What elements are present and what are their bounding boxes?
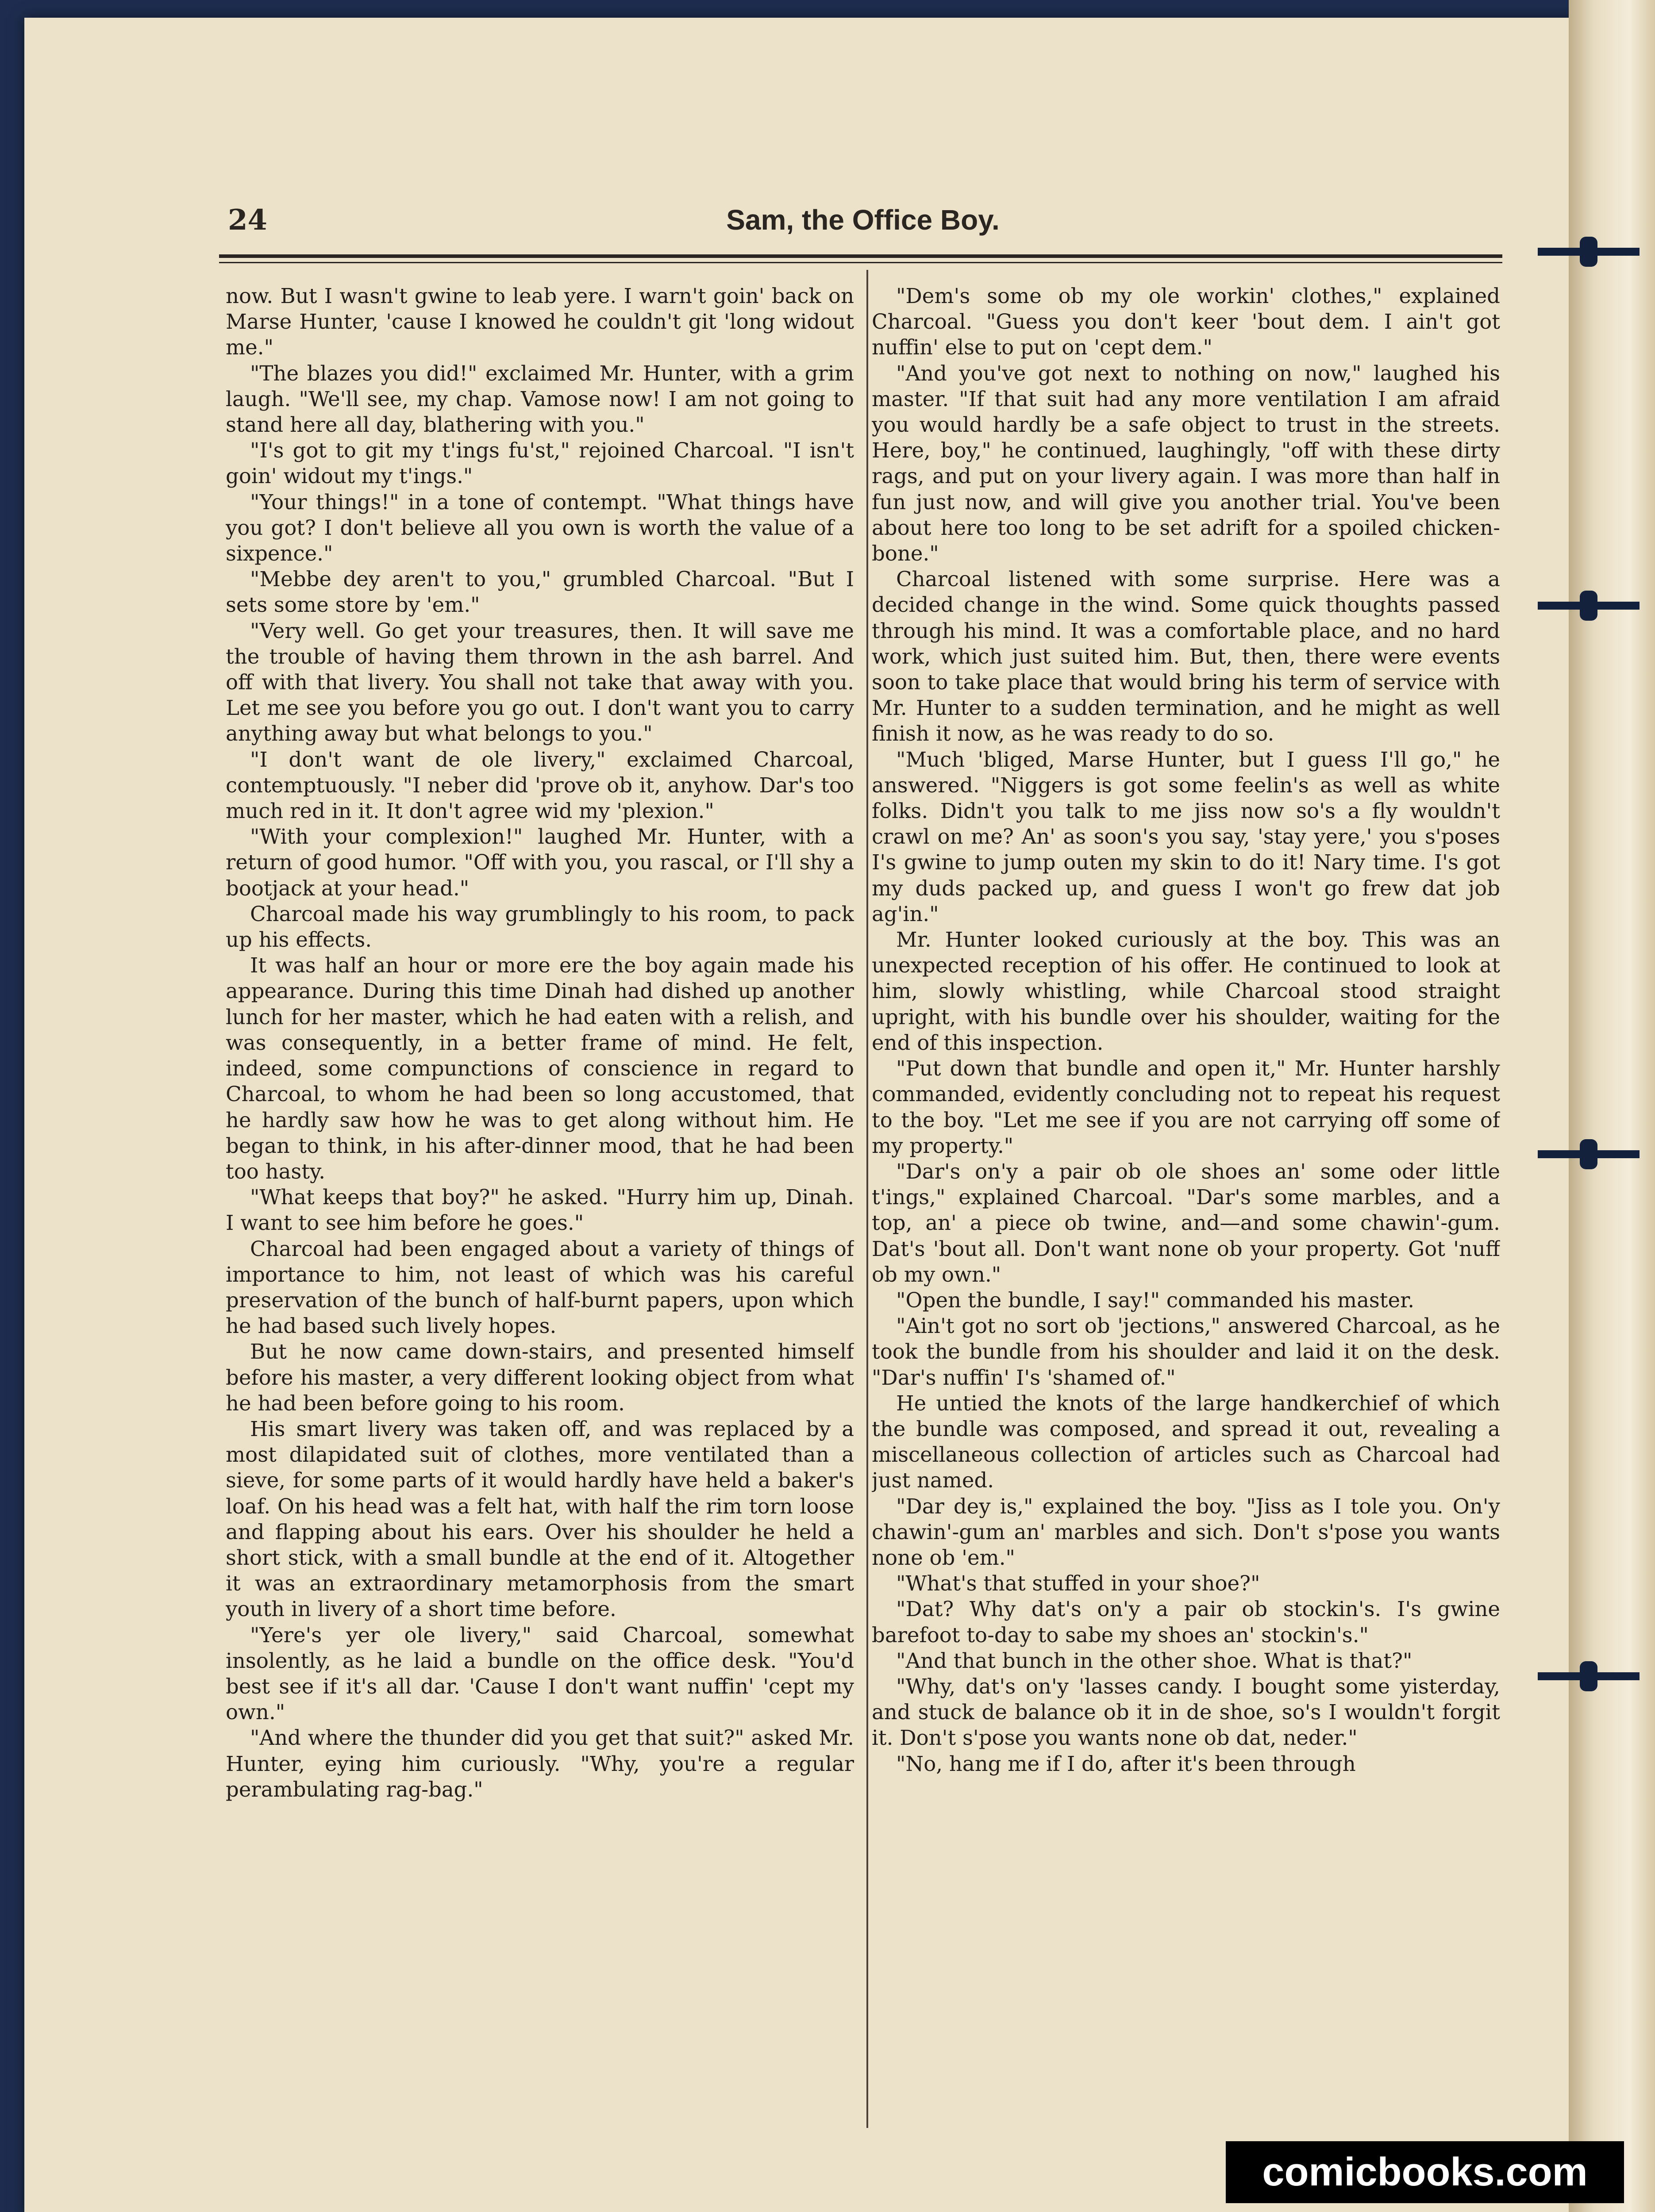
paragraph: "Your things!" in a tone of contempt. "What things have you got? I don't believe all you own is worth the value of a sixpence." xyxy=(226,490,854,566)
paragraph: "Much 'bliged, Marse Hunter, but I guess I'll go," he answered. "Niggers is got some feelin's as well as white folks. Didn't you talk to me jiss now so's a fly wouldn't crawl on me? An' as soon's you say, 'stay yere,' you s'poses I's gwine to jump outen my skin to do it! Nary time. I's got my duds packed up, and guess I won't go frew dat job ag'in." xyxy=(872,747,1500,926)
book-spine xyxy=(1569,0,1655,2212)
paragraph: "Dar's on'y a pair ob ole shoes an' some oder little t'ings," explained Charcoal. "Dar's some marbles, and a top, an' a piece ob twine, and—and some chawin'-gum. Dat's 'bout all. Don't want none ob your property. Got 'nuff ob my own." xyxy=(872,1159,1500,1286)
running-title: Sam, the Office Boy. xyxy=(726,204,1000,236)
left-column xyxy=(226,283,854,2137)
paragraph: But he now came down-stairs, and presented himself before his master, a very different looking object from what he had been before going to his room. xyxy=(226,1340,854,1415)
paragraph: It was half an hour or more ere the boy again made his appearance. During this time Dinah had dished up another lunch for her master, which he had eaten with a relish, and was consequently, in a better frame of mind. He felt, indeed, some compunctions of conscience in regard to Charcoal, to whom he had been so long accustomed, that he hardly saw how he was to get along without him. He began to think, in his after-dinner mood, that he had been too hasty. xyxy=(226,953,854,1183)
paragraph: He untied the knots of the large handkerchief of which the bundle was composed, and spread it out, revealing a miscellaneous collection of articles such as Charcoal had just named. xyxy=(872,1391,1500,1493)
paragraph: "Ain't got no sort ob 'jections," answered Charcoal, as he took the bundle from his shoulder and laid it on the desk. "Dar's nuffin' I's 'shamed of." xyxy=(872,1314,1500,1390)
header-rule-thin xyxy=(219,262,1502,263)
page-header xyxy=(228,195,1498,261)
paragraph: "Open the bundle, I say!" commanded his master. xyxy=(896,1288,1415,1312)
right-column xyxy=(872,283,1500,2137)
book-page xyxy=(24,18,1593,2212)
paragraph: "And that bunch in the other shoe. What is that?" xyxy=(896,1648,1413,1673)
paragraph: "Mebbe dey aren't to you," grumbled Charcoal. "But I sets some store by 'em." xyxy=(226,567,854,617)
paragraph: "What keeps that boy?" he asked. "Hurry him up, Dinah. I want to see him before he goes." xyxy=(226,1185,854,1235)
binding-stitch xyxy=(1538,248,1640,256)
paragraph: now. But I wasn't gwine to leab yere. I warn't goin' back on Marse Hunter, 'cause I knowed he couldn't git 'long widout me." xyxy=(226,284,854,360)
paragraph: "And where the thunder did you get that suit?" asked Mr. Hunter, eying him curiously. "Why, you're a regular perambulating rag-bag." xyxy=(226,1726,854,1801)
paragraph: Charcoal listened with some surprise. Here was a decided change in the wind. Some quick thoughts passed through his mind. It was a comfortable place, and no hard work, which just suited him. But, then, there were events soon to take place that would bring his term of service with Mr. Hunter to a sudden termination, and he might as well finish it now, as he was ready to do so. xyxy=(872,567,1500,746)
paragraph: Mr. Hunter looked curiously at the boy. This was an unexpected reception of his offer. He continued to look at him, slowly whistling, while Charcoal stood straight upright, with his bundle over his shoulder, waiting for the end of this inspection. xyxy=(872,928,1500,1055)
binding-stitch xyxy=(1538,1150,1640,1158)
paragraph: "Dem's some ob my ole workin' clothes," explained Charcoal. "Guess you don't keer 'bout dem. I ain't got nuffin' else to put on 'cept dem." xyxy=(872,284,1500,360)
paragraph: "I's got to git my t'ings fu'st," rejoined Charcoal. "I isn't goin' widout my t'ings." xyxy=(226,438,854,488)
paragraph: His smart livery was taken off, and was replaced by a most dilapidated suit of clothes, more ventilated than a sieve, for some parts of it would hardly have held a baker's loaf. On his head was a felt hat, with half the rim torn loose and flapping about his ears. Over his shoulder he held a short stick, with a small bundle at the end of it. Altogether it was an extraordinary metamorphosis from the smart youth in livery of a short time before. xyxy=(226,1417,854,1621)
paragraph: "Yere's yer ole livery," said Charcoal, somewhat insolently, as he laid a bundle on the office desk. "You'd best see if it's all dar. 'Cause I don't want nuffin' 'cept my own." xyxy=(226,1623,854,1724)
watermark-label: comicbooks.com xyxy=(1226,2141,1624,2203)
paragraph: "Dat? Why dat's on'y a pair ob stockin's. I's gwine barefoot to-day to sabe my shoes an' stockin's." xyxy=(872,1597,1500,1647)
paragraph: "No, hang me if I do, after it's been through xyxy=(896,1751,1356,1776)
paragraph: Charcoal had been engaged about a variety of things of importance to him, not least of which was his careful preservation of the bunch of half-burnt papers, upon which he had based such lively hopes. xyxy=(226,1237,854,1338)
paragraph: "What's that stuffed in your shoe?" xyxy=(896,1571,1260,1596)
paragraph: "Put down that bundle and open it," Mr. Hunter harshly commanded, evidently concluding not to repeat his request to the boy. "Let me see if you are not carrying off some of my property." xyxy=(872,1056,1500,1158)
paragraph: Charcoal made his way grumblingly to his room, to pack up his effects. xyxy=(226,902,854,952)
paragraph: "The blazes you did!" exclaimed Mr. Hunter, with a grim laugh. "We'll see, my chap. Vamose now! I am not going to stand here all day, blathering with you." xyxy=(226,361,854,437)
paragraph: "And you've got next to nothing on now," laughed his master. "If that suit had any more ventilation I am afraid you would hardly be a safe object to trust in the streets. Here, boy," he continued, laughingly, "off with these dirty rags, and put on your livery again. I was more than half in fun just now, and will give you another trial. You've been about here too long to be set adrift for a spoiled chicken-bone." xyxy=(872,361,1500,566)
paragraph: "Very well. Go get your treasures, then. It will save me the trouble of having them thrown in the ash barrel. And off with that livery. You shall not take that away with you. Let me see you before you go out. I don't want you to carry anything away but what belongs to you." xyxy=(226,618,854,746)
header-rule xyxy=(219,254,1502,258)
paragraph: "I don't want de ole livery," exclaimed Charcoal, contemptuously. "I neber did 'prove ob it, anyhow. Dar's too much red in it. It don't agree wid my 'plexion." xyxy=(226,747,854,823)
column-divider xyxy=(866,270,868,2128)
paragraph: "With your complexion!" laughed Mr. Hunter, with a return of good humor. "Off with you, you rascal, or I'll shy a bootjack at your head." xyxy=(226,825,854,900)
binding-stitch xyxy=(1538,602,1640,610)
page-number: 24 xyxy=(228,204,268,237)
binding-stitch xyxy=(1538,1672,1640,1680)
paragraph: "Dar dey is," explained the boy. "Jiss as I tole you. On'y chawin'-gum an' marbles and sich. Don't s'pose you wants none ob 'em." xyxy=(872,1494,1500,1570)
paragraph: "Why, dat's on'y 'lasses candy. I bought some yisterday, and stuck de balance ob it in de shoe, so's I wouldn't forgit it. Don't s'pose you wants none ob dat, neder." xyxy=(872,1674,1500,1750)
